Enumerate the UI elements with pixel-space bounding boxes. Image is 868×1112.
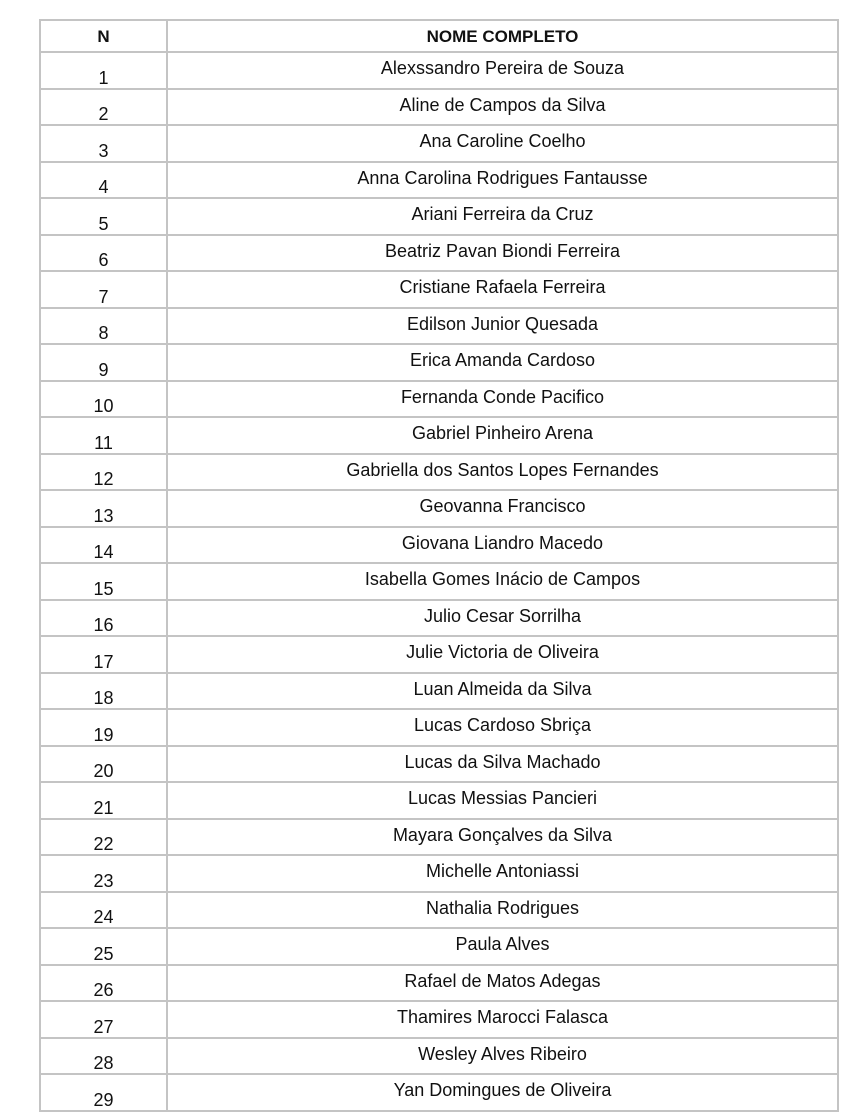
row-full-name: Mayara Gonçalves da Silva — [167, 819, 838, 856]
row-number: 9 — [40, 344, 167, 381]
table-row — [40, 965, 838, 1002]
table-row — [40, 892, 838, 929]
row-full-name: Lucas Messias Pancieri — [167, 782, 838, 819]
row-full-name: Gabriel Pinheiro Arena — [167, 417, 838, 454]
row-full-name: Giovana Liandro Macedo — [167, 527, 838, 564]
header-row — [40, 20, 838, 52]
row-number: 1 — [40, 52, 167, 89]
row-full-name: Beatriz Pavan Biondi Ferreira — [167, 235, 838, 272]
row-full-name: Michelle Antoniassi — [167, 855, 838, 892]
row-full-name: Rafael de Matos Adegas — [167, 965, 838, 1002]
table-row — [40, 52, 838, 89]
row-full-name: Paula Alves — [167, 928, 838, 965]
row-number: 6 — [40, 235, 167, 272]
row-full-name: Wesley Alves Ribeiro — [167, 1038, 838, 1075]
table-body — [40, 52, 838, 1111]
row-number: 25 — [40, 928, 167, 965]
table-row — [40, 125, 838, 162]
row-number: 4 — [40, 162, 167, 199]
table-row — [40, 1001, 838, 1038]
row-full-name: Cristiane Rafaela Ferreira — [167, 271, 838, 308]
row-full-name: Ariani Ferreira da Cruz — [167, 198, 838, 235]
row-number: 15 — [40, 563, 167, 600]
table-row — [40, 527, 838, 564]
row-full-name: Isabella Gomes Inácio de Campos — [167, 563, 838, 600]
row-number: 20 — [40, 746, 167, 783]
row-number: 22 — [40, 819, 167, 856]
row-number: 3 — [40, 125, 167, 162]
row-full-name: Julio Cesar Sorrilha — [167, 600, 838, 637]
row-full-name: Julie Victoria de Oliveira — [167, 636, 838, 673]
header-full-name: NOME COMPLETO — [167, 20, 838, 52]
row-number: 5 — [40, 198, 167, 235]
table-row — [40, 344, 838, 381]
table-row — [40, 1074, 838, 1111]
row-number: 18 — [40, 673, 167, 710]
row-number: 27 — [40, 1001, 167, 1038]
row-full-name: Alexssandro Pereira de Souza — [167, 52, 838, 89]
table-row — [40, 89, 838, 126]
row-number: 29 — [40, 1074, 167, 1111]
row-number: 24 — [40, 892, 167, 929]
row-number: 17 — [40, 636, 167, 673]
row-full-name: Lucas da Silva Machado — [167, 746, 838, 783]
row-number: 12 — [40, 454, 167, 491]
table-row — [40, 709, 838, 746]
table-row — [40, 855, 838, 892]
row-full-name: Nathalia Rodrigues — [167, 892, 838, 929]
row-number: 11 — [40, 417, 167, 454]
row-number: 26 — [40, 965, 167, 1002]
table-row — [40, 819, 838, 856]
table-row — [40, 381, 838, 418]
row-full-name: Aline de Campos da Silva — [167, 89, 838, 126]
row-number: 14 — [40, 527, 167, 564]
table-row — [40, 308, 838, 345]
table-row — [40, 636, 838, 673]
row-full-name: Geovanna Francisco — [167, 490, 838, 527]
table-row — [40, 928, 838, 965]
table-row — [40, 235, 838, 272]
row-number: 16 — [40, 600, 167, 637]
table-row — [40, 490, 838, 527]
row-number: 7 — [40, 271, 167, 308]
row-full-name: Luan Almeida da Silva — [167, 673, 838, 710]
table-row — [40, 746, 838, 783]
table-row — [40, 271, 838, 308]
header-number: N — [40, 20, 167, 52]
row-number: 21 — [40, 782, 167, 819]
row-number: 8 — [40, 308, 167, 345]
table-row — [40, 673, 838, 710]
table-row — [40, 162, 838, 199]
row-number: 23 — [40, 855, 167, 892]
row-full-name: Thamires Marocci Falasca — [167, 1001, 838, 1038]
table-header — [40, 20, 838, 52]
row-full-name: Lucas Cardoso Sbriça — [167, 709, 838, 746]
table-row — [40, 417, 838, 454]
table-row — [40, 198, 838, 235]
table-row — [40, 454, 838, 491]
table-row — [40, 782, 838, 819]
names-table — [39, 19, 839, 1112]
row-full-name: Yan Domingues de Oliveira — [167, 1074, 838, 1111]
row-full-name: Gabriella dos Santos Lopes Fernandes — [167, 454, 838, 491]
row-number: 10 — [40, 381, 167, 418]
row-full-name: Anna Carolina Rodrigues Fantausse — [167, 162, 838, 199]
row-full-name: Fernanda Conde Pacifico — [167, 381, 838, 418]
row-full-name: Ana Caroline Coelho — [167, 125, 838, 162]
row-number: 19 — [40, 709, 167, 746]
row-full-name: Edilson Junior Quesada — [167, 308, 838, 345]
row-number: 2 — [40, 89, 167, 126]
table-row — [40, 1038, 838, 1075]
table-row — [40, 600, 838, 637]
row-number: 28 — [40, 1038, 167, 1075]
row-number: 13 — [40, 490, 167, 527]
row-full-name: Erica Amanda Cardoso — [167, 344, 838, 381]
table-row — [40, 563, 838, 600]
